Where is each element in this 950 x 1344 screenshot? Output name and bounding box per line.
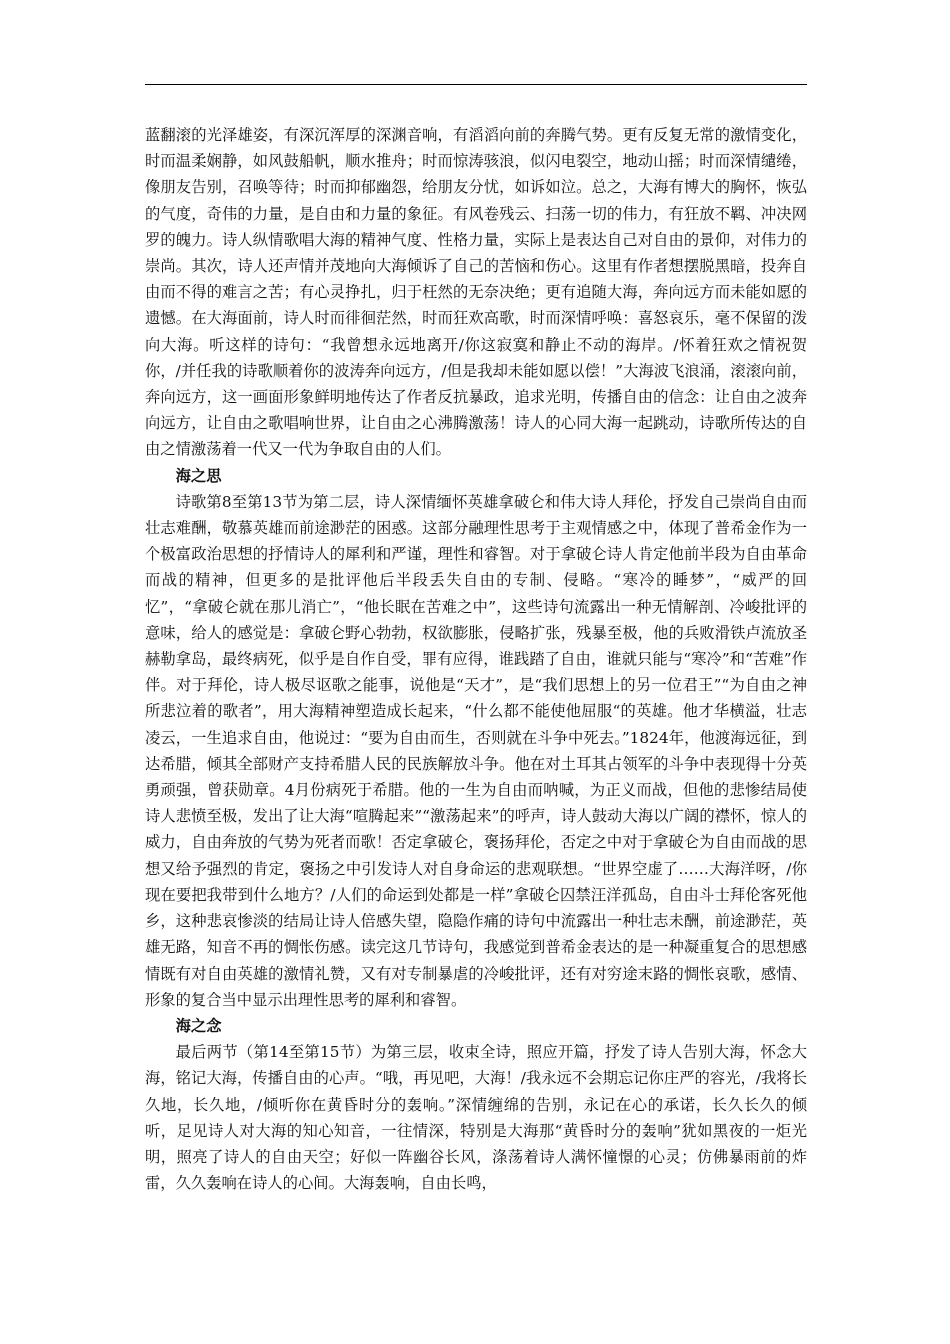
section-heading-sea-thought: 海之思 — [175, 466, 222, 485]
paragraph-sea-imagery: 蓝翻滚的光泽雄姿，有深沉浑厚的深渊音响，有滔滔向前的奔腾气势。更有反复无常的激情变化，时而温柔娴静，如风鼓船帆，顺水推舟；时而惊涛骇浪，似闪电裂空，地动山摇；时而深情缱绻，像朋友告别，召唤等待；时而抑郁幽怨，给朋友分忧，如诉如泣。总之，大海有博大的胸怀，恢弘的气度，奇伟的力量，是自由和力量的象征。有风卷残云、扫荡一切的伟力，有狂放不羁、冲决网罗的魄力。诗人纵情歌唱大海的精神气度、性格力量，实际上是表达自己对自由的景仰，对伟力的崇尚。其次，诗人还声情并茂地向大海倾诉了自己的苦恼和伤心。这里有作者想摆脱黑暗，投奔自由而不得的难言之苦；有心灵挣扎，归于枉然的无奈决绝；更有追随大海，奔向远方而未能如愿的遗憾。在大海面前，诗人时而徘徊茫然，时而狂欢高歌，时而深情呼唤：喜怒哀乐，毫不保留的泼向大海。听这样的诗句：“我曾想永远地离开/你这寂寞和静止不动的海岸。/怀着狂欢之情祝贺你，/并任我的诗歌顺着你的波涛奔向远方，/但是我却未能如愿以偿！”大海波飞浪涌，滚滚向前，奔向远方，这一画面形象鲜明地传达了作者反抗暴政，追求光明，传播自由的信念：让自由之波奔向远方，让自由之歌唱响世界，让自由之心沸腾激荡！诗人的心同大海一起跳动，诗歌所传达的自由之情激荡着一代又一代为争取自由的人们。 — [145, 126, 807, 459]
document-body — [145, 122, 807, 1196]
paragraph-napoleon-byron: 诗歌第8至第13节为第二层，诗人深情缅怀英雄拿破仑和伟大诗人拜伦，抒发自己崇尚自由而壮志难酬，敬慕英雄而前途渺茫的困惑。这部分融理性思考于主观情感之中，体现了普希金作为一个极富政治思想的抒情诗人的犀利和严谨，理性和睿智。对于拿破仑诗人肯定他前半段为自由革命而战的精神，但更多的是批评他后半段丢失自由的专制、侵略。“寒冷的睡梦”，“威严的回忆”，“拿破仑就在那儿消亡”，“他长眠在苦难之中”，这些诗句流露出一种无情解剖、冷峻批评的意味，给人的感觉是：拿破仑野心勃勃，权欲膨胀，侵略扩张，残暴至极，他的兵败滑铁卢流放圣赫勒拿岛，最终病死，似乎是自作自受，罪有应得，谁践踏了自由，谁就只能与“寒冷”和“苦难”作伴。对于拜伦，诗人极尽讴歌之能事，说他是“天才”，是“我们思想上的另一位君王”“为自由之神所悲泣着的歌者”，用大海精神塑造成长起来，“什么都不能使他屈服“的英雄。他才华横溢，壮志凌云，一生追求自由，他说过：“要为自由而生，否则就在斗争中死去。”1824年，他渡海远征，到达希腊，倾其全部财产支持希腊人民的民族解放斗争。他在对土耳其占领军的斗争中表现得十分英勇顽强，曾获勋章。4月份病死于希腊。他的一生为自由而呐喊，为正义而战，但他的悲惨结局使诗人悲愤至极，发出了让大海“喧腾起来”“激荡起来”的呼声，诗人鼓动大海以广阔的襟怀，惊人的威力，自由奔放的气势为死者而歌！否定拿破仑，褒扬拜伦，否定之中对于拿破仑为自由而战的思想又给予强烈的肯定，褒扬之中引发诗人对自身命运的悲观联想。“世界空虚了……大海洋呀，/你现在要把我带到什么地方？/人们的命运到处都是一样”拿破仑囚禁汪洋孤岛，自由斗士拜伦客死他乡，这种悲哀惨淡的结局让诗人倍感失望，隐隐作痛的诗句中流露出一种壮志未酬，前途渺茫，英雄无路，知音不再的惆怅伤感。读完这几节诗句，我感觉到普希金表达的是一种凝重复合的思想感情既有对自由英雄的激情礼赞，又有对专制暴虐的冷峻批评，还有对穷途末路的惆怅哀歌，感情、形象的复合当中显示出理性思考的犀利和睿智。 — [145, 492, 807, 1009]
paragraph-farewell: 最后两节（第14至第15节）为第三层，收束全诗，照应开篇，抒发了诗人告别大海，怀念大海，铭记大海，传播自由的心声。“哦，再见吧，大海！/我永远不会期忘记你庄严的容光，/我将长久地，长久地，/倾听你在黄昏时分的轰响。”深情缠绵的告别，永记在心的承诺，长久长久的倾听，足见诗人对大海的知心知音，一往情深，特别是大海那“黄昏时分的轰响”犹如黑夜的一炬光明，照亮了诗人的自由天空；好似一阵幽谷长风，涤荡着诗人满怀憧憬的心灵；仿佛暴雨前的炸雷，久久轰响在诗人的心间。大海轰响，自由长鸣， — [145, 1043, 807, 1193]
section-heading-sea-remembrance: 海之念 — [175, 1016, 222, 1035]
header-rule — [145, 84, 807, 85]
